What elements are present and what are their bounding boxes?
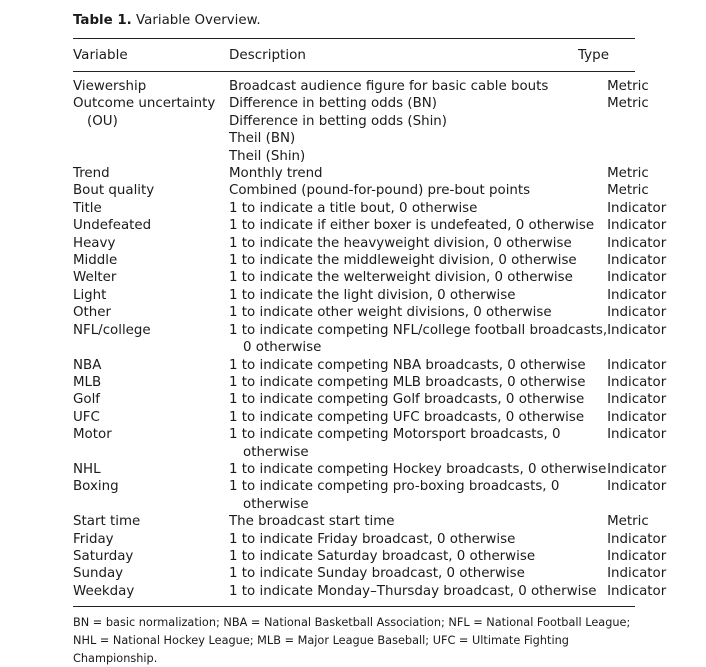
table-row bbox=[73, 565, 666, 582]
cell-description: 1 to indicate competing Motorsport broadcasts, 0 bbox=[229, 427, 561, 443]
cell-description: Difference in betting odds (BN) bbox=[229, 96, 438, 112]
table-row bbox=[73, 252, 666, 269]
cell-type: Indicator bbox=[607, 235, 667, 251]
cell-variable: Start time bbox=[73, 514, 141, 530]
cell-variable: Trend bbox=[73, 166, 110, 182]
cell-description: 1 to indicate competing MLB broadcasts, 0 otherwise bbox=[229, 374, 586, 390]
cell-description: Broadcast audience figure for basic cable bouts bbox=[229, 79, 549, 94]
cell-type: Metric bbox=[607, 96, 649, 112]
cell-variable: Golf bbox=[73, 392, 101, 408]
table-row bbox=[73, 322, 666, 339]
table-row bbox=[73, 531, 666, 548]
table-row bbox=[73, 478, 666, 495]
cell-variable: NBA bbox=[73, 357, 102, 373]
cell-description: 1 to indicate if either boxer is undefeated, 0 otherwise bbox=[229, 218, 595, 234]
cell-type bbox=[607, 148, 666, 165]
cell-variable: (OU) bbox=[87, 113, 118, 129]
cell-description: 1 to indicate other weight divisions, 0 otherwise bbox=[229, 305, 552, 321]
cell-variable: Viewership bbox=[73, 79, 147, 94]
cell-type: Indicator bbox=[607, 322, 667, 338]
cell-description: 1 to indicate competing NBA broadcasts, 0 otherwise bbox=[229, 357, 586, 373]
cell-type: Indicator bbox=[607, 374, 667, 390]
table-caption bbox=[73, 13, 261, 28]
table-row bbox=[73, 130, 666, 147]
table-row bbox=[73, 217, 666, 234]
cell-variable bbox=[73, 444, 229, 461]
cell-variable: Friday bbox=[73, 531, 114, 547]
cell-variable bbox=[73, 130, 229, 147]
table-row bbox=[73, 426, 666, 443]
cell-description: 1 to indicate the welterweight division, 0 otherwise bbox=[229, 270, 573, 286]
cell-variable: MLB bbox=[73, 374, 102, 390]
cell-type: Indicator bbox=[607, 548, 667, 564]
cell-variable: Motor bbox=[73, 427, 112, 443]
cell-variable: Undefeated bbox=[73, 218, 152, 234]
table-footnote: BN = basic normalization; NBA = National Basketball Association; NFL = National Football League; NHL = National Hockey League; MLB = Major League Baseball; UFC = Ultimate Fighting Championship. bbox=[73, 616, 631, 665]
cell-variable: Outcome uncertainty bbox=[73, 96, 216, 112]
cell-type: Indicator bbox=[607, 218, 667, 234]
cell-type: Indicator bbox=[607, 479, 667, 495]
cell-description: 1 to indicate Monday–Thursday broadcast, 0 otherwise bbox=[229, 583, 597, 599]
cell-type: Indicator bbox=[607, 357, 667, 373]
cell-description: Difference in betting odds (Shin) bbox=[229, 113, 448, 129]
table-title: Variable Overview. bbox=[136, 13, 261, 28]
cell-type: Indicator bbox=[607, 287, 667, 303]
cell-variable: Saturday bbox=[73, 548, 134, 564]
variable-table bbox=[73, 78, 666, 600]
cell-variable: Bout quality bbox=[73, 183, 155, 199]
table-row bbox=[73, 165, 666, 182]
cell-variable: UFC bbox=[73, 409, 100, 425]
cell-type bbox=[607, 130, 666, 147]
cell-variable: Boxing bbox=[73, 479, 119, 495]
table-row bbox=[73, 496, 666, 513]
cell-variable: NHL bbox=[73, 461, 101, 477]
cell-type: Metric bbox=[607, 166, 649, 182]
cell-description: Theil (Shin) bbox=[229, 148, 306, 164]
cell-type: Indicator bbox=[607, 583, 667, 599]
cell-description: 1 to indicate competing UFC broadcasts, 0 otherwise bbox=[229, 409, 585, 425]
cell-variable: Welter bbox=[73, 270, 117, 286]
top-rule bbox=[73, 38, 635, 39]
cell-variable bbox=[73, 496, 229, 513]
cell-type: Indicator bbox=[607, 305, 667, 321]
cell-type: Indicator bbox=[607, 566, 667, 582]
cell-description: 1 to indicate Saturday broadcast, 0 otherwise bbox=[229, 548, 536, 564]
table-row bbox=[73, 287, 666, 304]
table-row bbox=[73, 391, 666, 408]
cell-description: 1 to indicate competing NFL/college football broadcasts, bbox=[229, 322, 608, 338]
cell-description: Theil (BN) bbox=[229, 131, 296, 147]
table-row bbox=[73, 374, 666, 391]
column-header-type: Type bbox=[578, 47, 610, 63]
cell-type bbox=[607, 113, 666, 130]
table-row bbox=[73, 78, 666, 95]
cell-variable bbox=[73, 148, 229, 165]
cell-type: Metric bbox=[607, 514, 649, 530]
cell-description: 0 otherwise bbox=[243, 340, 322, 356]
table-row bbox=[73, 444, 666, 461]
table-row bbox=[73, 513, 666, 530]
cell-description: Monthly trend bbox=[229, 166, 323, 182]
cell-variable: NFL/college bbox=[73, 322, 151, 338]
table-row bbox=[73, 339, 666, 356]
cell-description: 1 to indicate the middleweight division, 0 otherwise bbox=[229, 253, 577, 269]
table-label: Table 1. bbox=[73, 13, 132, 28]
cell-description: 1 to indicate the heavyweight division, 0 otherwise bbox=[229, 235, 572, 251]
cell-description: 1 to indicate competing pro-boxing broadcasts, 0 bbox=[229, 479, 560, 495]
cell-type: Indicator bbox=[607, 409, 667, 425]
cell-description: otherwise bbox=[243, 444, 309, 460]
cell-description: Combined (pound-for-pound) pre-bout points bbox=[229, 183, 531, 199]
table-row bbox=[73, 357, 666, 374]
cell-variable: Middle bbox=[73, 253, 118, 269]
table-row bbox=[73, 269, 666, 286]
table-row bbox=[73, 304, 666, 321]
cell-type: Indicator bbox=[607, 200, 667, 216]
bottom-rule bbox=[73, 606, 635, 607]
cell-type: Indicator bbox=[607, 461, 667, 477]
cell-description: 1 to indicate Friday broadcast, 0 otherwise bbox=[229, 531, 516, 547]
cell-variable: Heavy bbox=[73, 235, 116, 251]
cell-type: Indicator bbox=[607, 392, 667, 408]
table-row bbox=[73, 200, 666, 217]
cell-variable: Other bbox=[73, 305, 112, 321]
cell-description: 1 to indicate competing Golf broadcasts, 0 otherwise bbox=[229, 392, 585, 408]
table-row bbox=[73, 113, 666, 130]
cell-type bbox=[607, 496, 666, 513]
table-row bbox=[73, 148, 666, 165]
cell-variable: Sunday bbox=[73, 566, 124, 582]
cell-type bbox=[607, 444, 666, 461]
cell-type bbox=[607, 339, 666, 356]
cell-description: 1 to indicate competing Hockey broadcasts, 0 otherwise bbox=[229, 461, 607, 477]
table-row bbox=[73, 182, 666, 199]
cell-variable: Weekday bbox=[73, 583, 135, 599]
cell-variable: Title bbox=[73, 200, 102, 216]
cell-description: The broadcast start time bbox=[229, 514, 395, 530]
column-header-variable: Variable bbox=[73, 47, 128, 63]
table-row bbox=[73, 409, 666, 426]
cell-description: 1 to indicate the light division, 0 otherwise bbox=[229, 287, 516, 303]
cell-type: Indicator bbox=[607, 270, 667, 286]
table-row bbox=[73, 461, 666, 478]
table-row bbox=[73, 95, 666, 112]
cell-type: Indicator bbox=[607, 531, 667, 547]
table-row bbox=[73, 583, 666, 600]
cell-type: Metric bbox=[607, 183, 649, 199]
cell-description: 1 to indicate Sunday broadcast, 0 otherwise bbox=[229, 566, 525, 582]
table-row bbox=[73, 235, 666, 252]
cell-variable bbox=[73, 339, 229, 356]
cell-description: 1 to indicate a title bout, 0 otherwise bbox=[229, 200, 478, 216]
cell-description: otherwise bbox=[243, 496, 309, 512]
cell-type: Indicator bbox=[607, 427, 667, 443]
cell-type: Indicator bbox=[607, 253, 667, 269]
column-header-description: Description bbox=[229, 47, 306, 63]
table-row bbox=[73, 548, 666, 565]
header-rule bbox=[73, 71, 635, 72]
cell-type: Metric bbox=[607, 79, 649, 94]
cell-variable: Light bbox=[73, 287, 107, 303]
